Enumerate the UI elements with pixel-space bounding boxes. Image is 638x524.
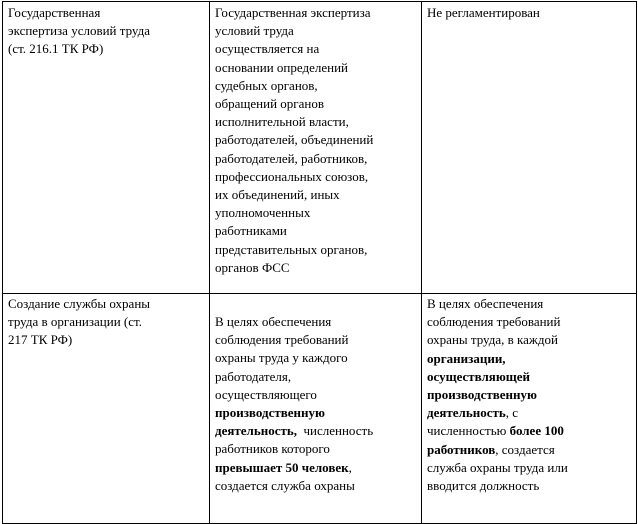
table-cell-description bbox=[210, 2, 422, 294]
cell-line bbox=[215, 404, 415, 422]
cell-text: соблюдения требований bbox=[427, 314, 561, 330]
cell-line bbox=[427, 459, 630, 477]
cell-text: создается служба охраны bbox=[215, 477, 355, 493]
cell-line bbox=[215, 349, 415, 367]
cell-line: судебных органов, bbox=[215, 77, 318, 93]
cell-text: В целях обеспечения bbox=[215, 314, 332, 329]
cell-line: профессиональных союзов, bbox=[215, 168, 369, 184]
cell-bold-text: осуществляющей bbox=[427, 368, 531, 384]
cell-line: Государственная экспертиза bbox=[215, 5, 371, 20]
cell-line bbox=[427, 477, 630, 495]
cell-line: осуществляется на bbox=[215, 41, 320, 57]
cell-line bbox=[427, 295, 630, 313]
cell-text: , создается bbox=[495, 441, 555, 457]
cell-text: работников которого bbox=[215, 441, 330, 457]
cell-line bbox=[427, 368, 630, 386]
table-row bbox=[3, 294, 637, 524]
cell-text: , bbox=[348, 459, 352, 475]
cell-line: представительных органов, bbox=[215, 241, 368, 257]
cell-bold-text: производственную bbox=[427, 387, 537, 403]
cell-text: вводится должность bbox=[427, 478, 540, 494]
cell-line bbox=[215, 459, 415, 477]
cell-bold-text: превышает 50 человек bbox=[215, 459, 349, 475]
cell-bold-text: работников bbox=[427, 441, 496, 457]
cell-line bbox=[427, 441, 630, 459]
cell-line bbox=[427, 313, 630, 331]
cell-line: Государственная bbox=[8, 5, 101, 20]
cell-text: осуществляющего bbox=[215, 386, 317, 402]
cell-line bbox=[215, 313, 415, 331]
cell-line bbox=[215, 386, 415, 404]
cell-text: охраны труда, в каждой bbox=[427, 332, 558, 348]
cell-line bbox=[215, 477, 415, 495]
cell-line: уполномоченных bbox=[215, 205, 311, 221]
cell-bold-text: более 100 bbox=[509, 423, 564, 439]
cell-line bbox=[427, 422, 630, 440]
cell-line: органов ФСС bbox=[215, 259, 290, 275]
cell-text: работодателя, bbox=[215, 368, 292, 384]
cell-line: работодателей, работников, bbox=[215, 150, 368, 166]
cell-text: , с bbox=[505, 405, 519, 421]
table-cell-regulation bbox=[422, 2, 637, 294]
cell-line: условий труда bbox=[215, 23, 294, 39]
table-cell-description bbox=[210, 294, 422, 524]
table-row bbox=[3, 2, 637, 294]
cell-text: соблюдения требований bbox=[215, 332, 349, 348]
cell-line: экспертиза условий труда bbox=[8, 23, 150, 39]
cell-line: исполнительной власти, bbox=[215, 114, 349, 130]
cell-line bbox=[215, 440, 415, 458]
cell-line bbox=[215, 368, 415, 386]
cell-bold-text: деятельность, bbox=[215, 423, 297, 439]
cell-line: Не регламентирован bbox=[427, 5, 540, 20]
cell-line bbox=[427, 350, 630, 368]
cell-bold-text: организации, bbox=[427, 350, 506, 366]
cell-line bbox=[215, 422, 415, 440]
cell-line bbox=[427, 331, 630, 349]
cell-text: численность bbox=[296, 423, 374, 439]
cell-line: труда в организации (ст. bbox=[8, 314, 142, 330]
cell-line bbox=[427, 386, 630, 404]
cell-line: 217 ТК РФ) bbox=[8, 332, 73, 348]
cell-line: Создание службы охраны bbox=[8, 296, 151, 311]
document-table bbox=[2, 1, 637, 524]
cell-text: численностью bbox=[427, 423, 510, 439]
cell-text: служба охраны труда или bbox=[427, 459, 568, 475]
table-cell-term bbox=[3, 294, 210, 524]
cell-line bbox=[215, 331, 415, 349]
cell-line: работниками bbox=[215, 223, 287, 239]
cell-line: (ст. 216.1 ТК РФ) bbox=[8, 41, 104, 57]
table-cell-term bbox=[3, 2, 210, 294]
cell-line bbox=[427, 404, 630, 422]
cell-line: работодателей, объединений bbox=[215, 132, 374, 148]
cell-text: В целях обеспечения bbox=[427, 296, 544, 311]
cell-bold-text: производственную bbox=[215, 405, 325, 421]
cell-text: охраны труда у каждого bbox=[215, 350, 348, 366]
table-cell-regulation bbox=[422, 294, 637, 524]
cell-line: основании определений bbox=[215, 59, 348, 75]
cell-line: их объединений, иных bbox=[215, 187, 340, 203]
cell-bold-text: деятельность bbox=[427, 405, 506, 421]
cell-line: обращений органов bbox=[215, 96, 324, 112]
